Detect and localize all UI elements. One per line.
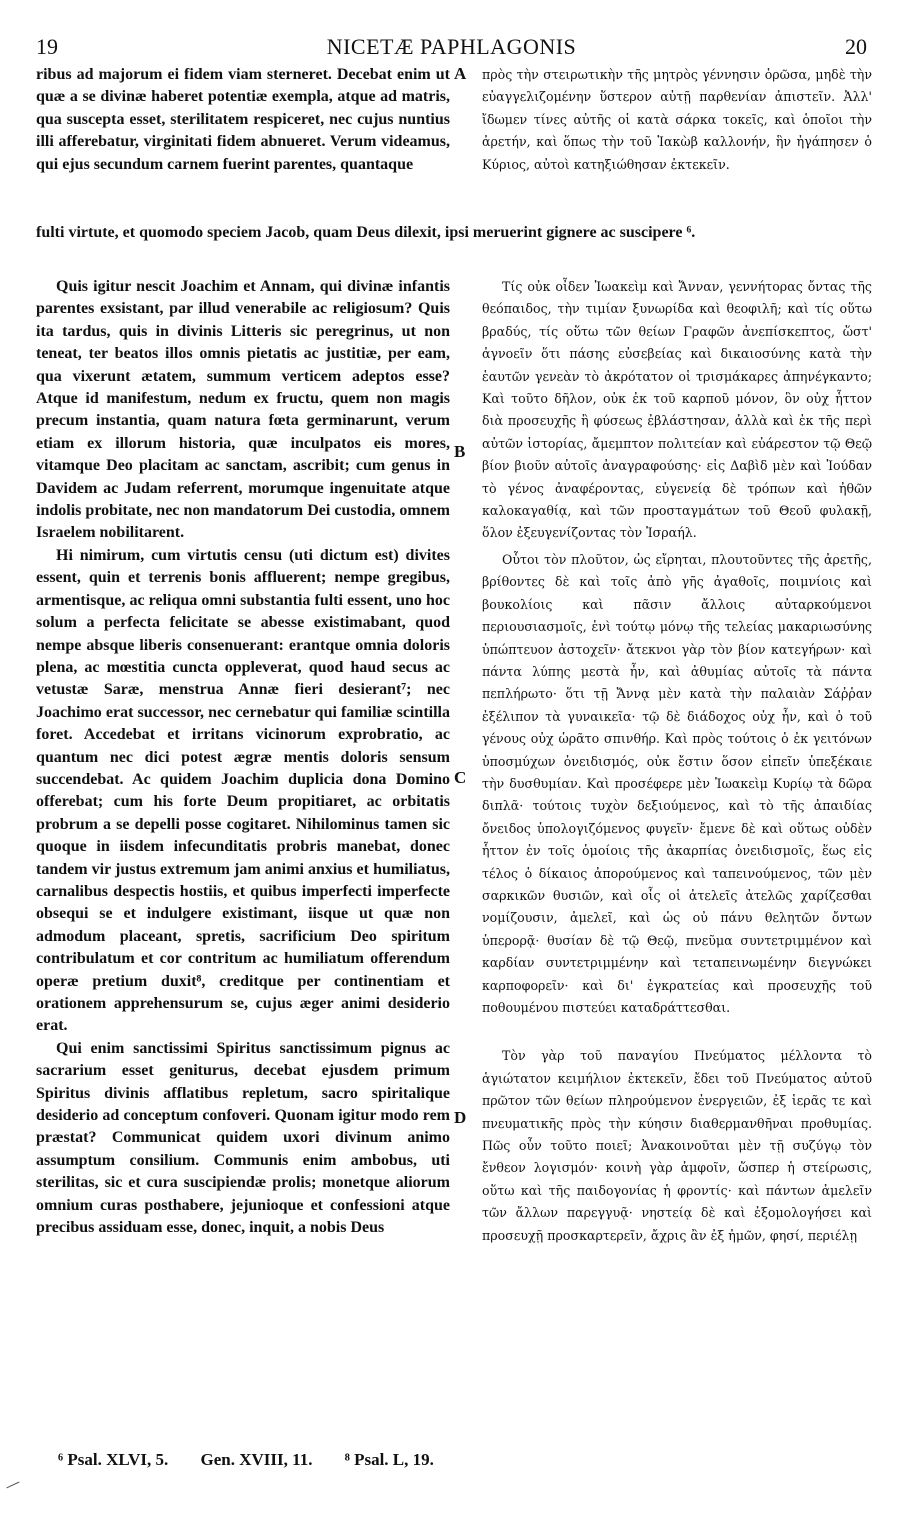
latin-paragraph-3: Hi nimirum, cum virtutis censu (uti dictum est) divites essent, quin et terrenis bonis affluerent; nempe gregibus, armentisque, ac reliqua omni substantia fulti essent, uno hoc solum a perfecta felicitate se abesse existimabant, quod nempe absque liberis consenuerant: erantque omnia doloris plena, ac mœstitia cuncta oppleverat, quod haud secus ac vetustæ Saræ, menstrua Annæ fieri desierant⁷; nec Joachimo erat successor, nec cernebatur qui familiæ scintilla foret. Accedebat et irritans vicinorum exprobratio, ac quantum nec dici potest ægræ mentis doloris sensum succendebat. Ac quidem Joachim duplicia dona Domino offerebat; cum his forte Deum propitiaret, ac orbitatis probrum a se depelli posse cogitaret. Nihilominus tamen sic quoque in iisdem infecunditatis probris manebat, donec tandem vir justus extremum jam animi anxius et humiliatus, carnalibus despectis hostiis, et quibus imperfecti imperfecte obsequi se et indulgere existimant, iisque ut quæ non admodum placeant, spretis, sacrificium Deo spiritum contribulatum et cor contritum ac humiliatum offerendum operæ pretium duxit⁸, creditque per continentiam et orationem apprehensurum se, cujus æger animi desiderio erat. <box>36 546 450 1035</box>
fullwidth-paragraph: fulti virtute, et quomodo speciem Jacob, quam Deus dilexit, ipsi meruerint gignere ac suscipere ⁶. <box>36 224 696 241</box>
margin-marker-c: C <box>454 768 467 787</box>
margin-marker-d: D <box>454 1108 467 1127</box>
page-number-left: 19 <box>36 34 58 59</box>
latin-column-top <box>36 64 450 222</box>
footnote-6: ⁶ Psal. XLVI, 5. <box>58 1450 169 1469</box>
margin-marker-b: B <box>454 442 466 461</box>
running-title: NICETÆ PAPHLAGONIS <box>326 34 577 59</box>
footnote-7: Gen. XVIII, 11. <box>200 1450 313 1469</box>
page-number-right: 20 <box>845 34 867 59</box>
greek-paragraph-1: πρὸς τὴν στειρωτικὴν τῆς μητρὸς γέννησιν ὁρῶσα, μηδὲ τὴν εὐαγγελιζομένην ὕστερον αὐτῇ παρθενίαν ἀπιστεῖν. Ἀλλ' ἴδωμεν τίνες αὐτῆς οἱ κατὰ σάρκα τοκεῖς, καὶ ὁποῖοι τὴν ἀρετήν, καὶ ὅπως τὴν τοῦ Ἰακὼβ καλλονήν, ἣν ἠγάπησεν ὁ Κύριος, αὐτοὶ κατηξιώθησαν ἐκτεκεῖν. <box>482 67 872 172</box>
latin-paragraph-2: Quis igitur nescit Joachim et Annam, qui divinæ infantis parentes exsistant, par illud venerabile ac religiosum? Quis ita tardus, quis in divinis Litteris sic peregrinus, ut non teneat, ter beatos illos omnis pietatis ac justitiæ, per eam, qua vixerunt ætatem, summum verticem adeptos esse? Atque id manifestum, nedum ex fructu, quem non magis precum instantia, quam natura fœta germinarunt, verum etiam ex illorum historia, quæ inculpatos eis mores, vitamque Deo placitam ac sanctam, ascribit; cum genus in Davidem ac Judam referrent, morumque ingenuitate atque indolis probitate, nec non mandatorum Dei custodia, omnem Israelem nobilitarent. <box>36 278 450 542</box>
greek-paragraph-3: Οὗτοι τὸν πλοῦτον, ὡς εἴρηται, πλουτοῦντες τῆς ἀρετῆς, βρίθοντες δὲ καὶ τοῖς ἀπὸ γῆς ἀγαθοῖς, ποιμνίοις καὶ βουκολίοις καὶ πᾶσιν ἄλλοις αὐταρκούμενοι περιουσιασμοῖς, ἑνὶ τούτῳ μόνῳ τῆς τελείας μακαριωσύνης ὑπώπτευον ἀστοχεῖν· ἄτεκνοι γὰρ τὸν βίον κατεγήρων· καὶ πάντα λύπης μεστὰ ἦν, καὶ ἀθυμίας αὐτοῖς τὰ πάντα πεπλήρωτο· ὅτι τῇ Ἄννᾳ μὲν κατὰ τὴν παλαιὰν Σάῤῥαν ἐξέλιπον τὰ γυναικεῖα· τῷ δὲ διάδοχος οὐχ ἦν, καὶ ὁ τοῦ γένους οὐχ ὡρᾶτο σπινθήρ. Καὶ πρὸς τούτοις ὁ ἐκ γειτόνων ὑποσμύχων ὀνειδισμός, οὐκ ἔστιν ὅσον εἰπεῖν ὑπεξέκαιε τὴν δυσθυμίαν. Καὶ προσέφερε μὲν Ἰωακεὶμ Κυρίῳ τὰ δῶρα διπλᾶ· τούτοις τυχὸν δεξιούμενος, καὶ τὸ τῆς ἀπαιδίας ὄνειδος ὑπολογιζόμενος φυγεῖν· ἔμενε δὲ καὶ οὕτως οὐδὲν ἧττον ἐν τοῖς ὁμοίοις τῆς ἀκαρπίας ὀνειδισμοῖς, ἕως εἰς τέλος ὁ δίκαιος ἀπορούμενος καὶ ταπεινούμενος, τῶν μὲν σαρκικῶν θυσιῶν, καὶ οἷς οἱ ἀτελεῖς ἀτελῶς χαρίζεσθαι νομίζουσιν, ἀμελεῖ, καὶ ὡς οὐ πάνυ θελητῶν ὄντων ὑπερορᾷ· θυσίαν δὲ τῷ Θεῷ, πνεῦμα συντετριμμένον καὶ καρδίαν συντετριμμένην καὶ τεταπεινωμένην διεγνώκει καρποφορεῖν· καὶ δι' ἐγκρατείας καὶ προσευχῆς τοῦ ποθουμένου πιστεύει καταδράττεσθαι. <box>482 551 872 1015</box>
margin-mark <box>6 1482 23 1498</box>
latin-paragraph-4: Qui enim sanctissimi Spiritus sanctissimum pignus ac sacrarium esset geniturus, decebat ejusdem primum Spiritus divinis afflatibus repletum, sacro spiritalique desiderio ad conceptum confoveri. Quonam igitur modo rem præstat? Communicat quidem uxori divinum animo assumptum consilium. Communis enim ambobus, uti sterilitas, sic et cura suscipiendæ prolis; monetque aliorum omnium curas posthabere, jejunioque et confessioni atque precibus assiduam esse, donec, inquit, a nobis Deus <box>36 1039 450 1237</box>
greek-paragraph-4: Τὸν γὰρ τοῦ παναγίου Πνεύματος μέλλοντα τὸ ἁγιώτατον κειμήλιον ἐκτεκεῖν, ἔδει τοῦ Πνεύματος αὐτοῦ πρῶτον τῶν θείων πληρούμενον ἐνεργειῶν, ἐξ ἱερᾶς τε καὶ πνευματικῆς πρὸς τὴν κύησιν διαθερμανθῆναι προθυμίας. Πῶς οὖν τοῦτο ποιεῖ; Ἀνακοινοῦται μὲν τῇ συζύγῳ τὸν ἔνθεον λογισμόν· κοινὴ γὰρ ἀμφοῖν, ὥσπερ ἡ στείρωσις, οὕτω καὶ τῆς παιδογονίας ἡ φροντίς· καὶ πάντων ἀμελεῖν τῶν ἄλλων παρεγγυᾷ· νηστείᾳ δὲ καὶ ἐξομολογήσει καὶ προσευχῇ προσκαρτερεῖν, ἄχρις ἂν ἐξ ἡμῶν, φησί, περιέλῃ <box>482 1048 872 1243</box>
greek-column-top <box>482 64 872 222</box>
latin-paragraph-1: ribus ad majorum ei fidem viam sterneret. Decebat enim ut quæ a se divinæ haberet potentiæ exempla, atque ad matris, qua suscepta esset, sterilitatem respiceret, nec cujus nuntius illi afferebatur, virginitati fidem abnueret. Verum videamus, qui ejus secundum carnem fuerint parentes, quantaque <box>36 66 450 173</box>
greek-paragraph-2: Τίς οὐκ οἶδεν Ἰωακεὶμ καὶ Ἄνναν, γεννήτορας ὄντας τῆς θεόπαιδος, τὴν τιμίαν ξυνωρίδα καὶ θεοφιλῆ; καὶ τίς οὕτω βραδύς, τίς οὕτω τῶν θείων Γραφῶν ἀνεπίσκεπτος, ὥστ' ἀγνοεῖν ὅτι πάσης εὐσεβείας καὶ δικαιοσύνης κατὰ τὴν ἑαυτῶν γενεὰν τὸ ἀκρότατον οἱ τρισμάκαρες ἀπηνέγκαντο; Καὶ τοῦτο δῆλον, οὐκ ἐκ τοῦ καρποῦ μόνον, ὃν οὐχ ἧττον διὰ προσευχῆς ἢ φύσεως ἐβλάστησαν, ἀλλὰ καὶ ἐκ τῆς περὶ αὐτῶν ἱστορίας, ἄμεμπτον πολιτείαν καὶ εὐάρεστον τῷ Θεῷ βίον βιοῦν αὐτοῖς ἀναγραφούσης· εἰς Δαβὶδ μὲν καὶ Ἰούδαν τὸ γένος ἀναφέροντας, εὐγενείᾳ δὲ τρόπων καὶ ἠθῶν καλοκαγαθίᾳ, καὶ τῶν προσταγμάτων τοῦ Θεοῦ φυλακῇ, ὅλον ἐξευγενίζοντας τὸν Ἰσραήλ. <box>482 279 872 541</box>
footnote-8: ⁸ Psal. L, 19. <box>344 1450 434 1469</box>
fullwidth-line <box>36 222 872 270</box>
latin-column-main <box>36 276 450 1440</box>
running-header <box>36 34 867 64</box>
greek-column-main <box>482 276 872 1440</box>
footnotes <box>58 1450 462 1470</box>
margin-marker-a: A <box>454 64 467 83</box>
